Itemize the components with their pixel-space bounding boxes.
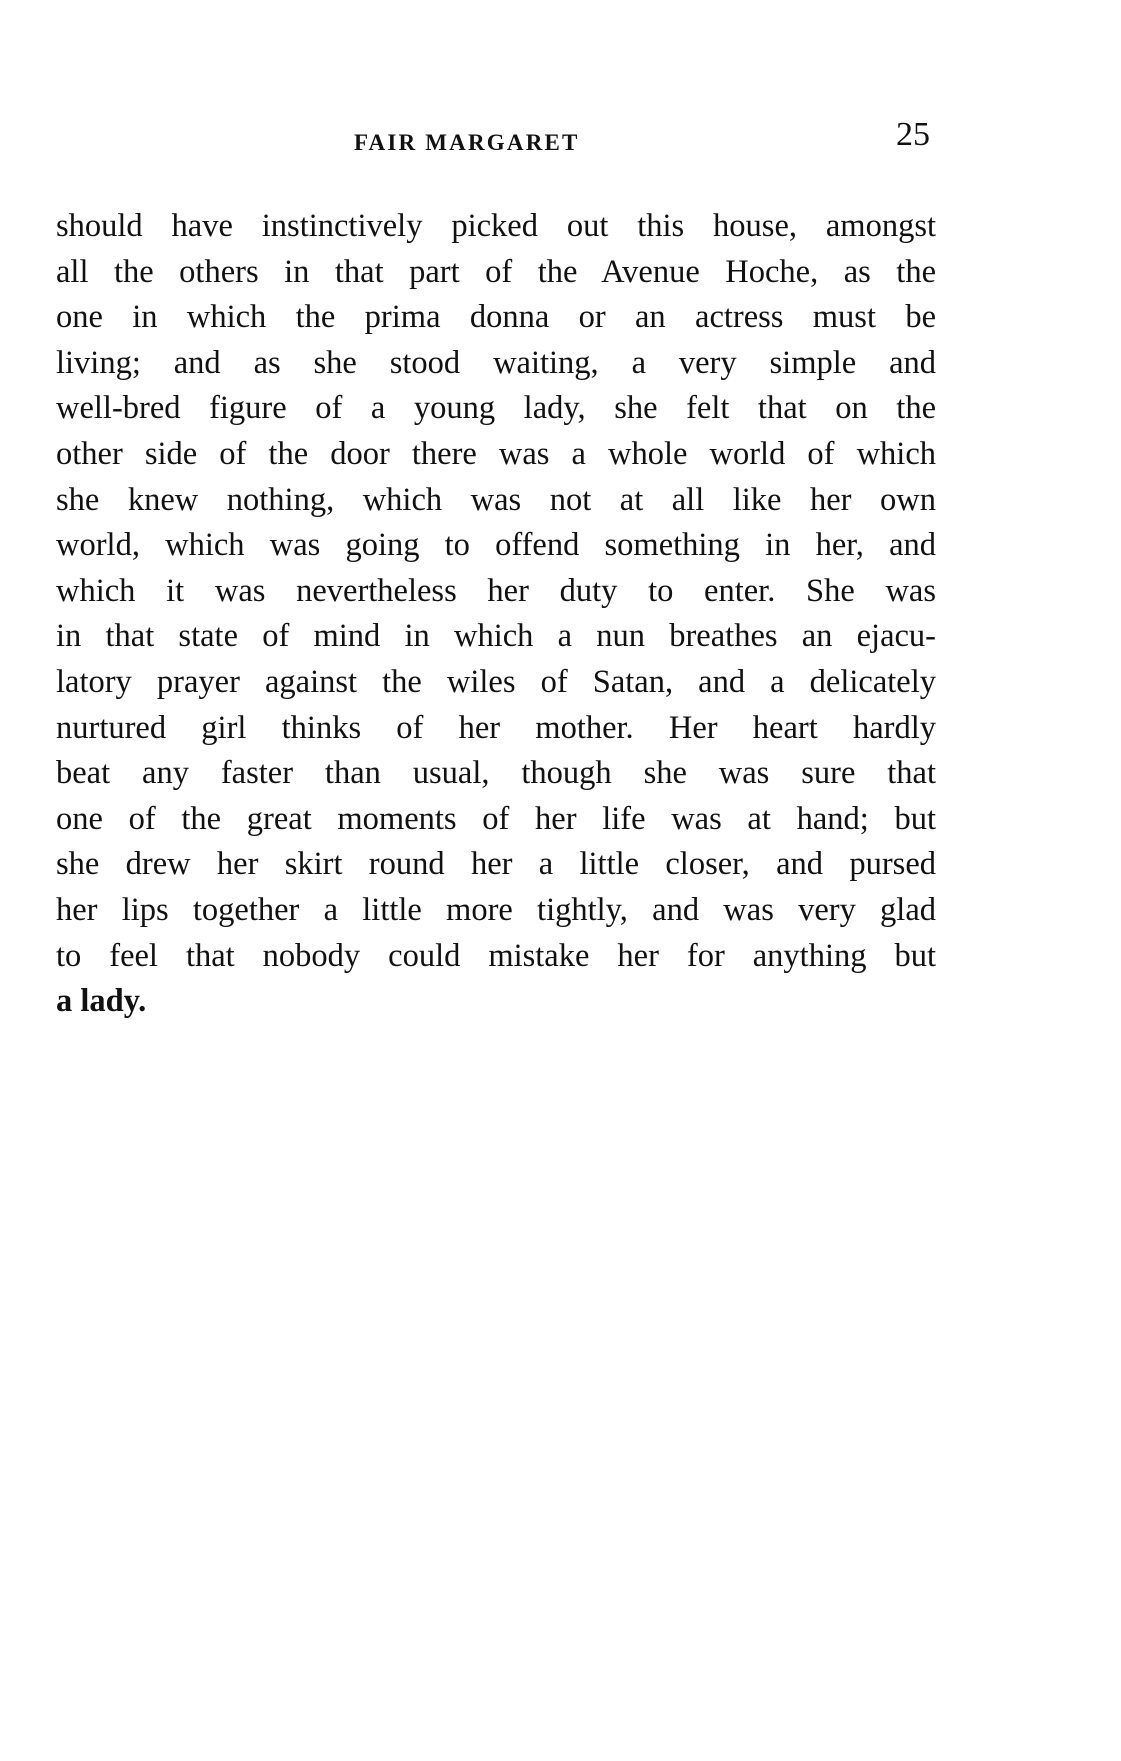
text-line: nurtured girl thinks of her mother. Her heart hardly bbox=[56, 709, 936, 746]
text-line: all the others in that part of the Avenue Hoche, as the bbox=[56, 253, 936, 290]
running-header bbox=[0, 112, 1121, 160]
text-line: in that state of mind in which a nun breathes an ejacu- bbox=[56, 618, 936, 655]
text-line: well-bred figure of a young lady, she felt that on the bbox=[56, 390, 936, 427]
text-line: she drew her skirt round her a little closer, and pursed bbox=[56, 846, 936, 883]
text-line: she knew nothing, which was not at all like her own bbox=[56, 481, 936, 518]
text-line-final: a lady. bbox=[56, 983, 147, 1020]
text-line: other side of the door there was a whole world of which bbox=[56, 435, 936, 472]
text-line: living; and as she stood waiting, a very simple and bbox=[56, 344, 936, 381]
text-line: should have instinctively picked out this house, amongst bbox=[56, 208, 936, 244]
running-title: FAIR MARGARET bbox=[354, 130, 580, 155]
page-number: 25 bbox=[896, 116, 930, 153]
text-line: her lips together a little more tightly, and was very glad bbox=[56, 891, 936, 928]
text-line: beat any faster than usual, though she was sure that bbox=[56, 755, 936, 792]
text-line: to feel that nobody could mistake her for anything but bbox=[56, 937, 936, 974]
text-line: one in which the prima donna or an actress must be bbox=[56, 299, 936, 336]
text-line: which it was nevertheless her duty to enter. She was bbox=[56, 572, 936, 609]
text-line: one of the great moments of her life was at hand; but bbox=[56, 800, 936, 837]
body-paragraph bbox=[56, 204, 936, 1025]
text-line: latory prayer against the wiles of Satan, and a delicately bbox=[56, 663, 936, 700]
text-line: world, which was going to offend something in her, and bbox=[56, 527, 936, 564]
